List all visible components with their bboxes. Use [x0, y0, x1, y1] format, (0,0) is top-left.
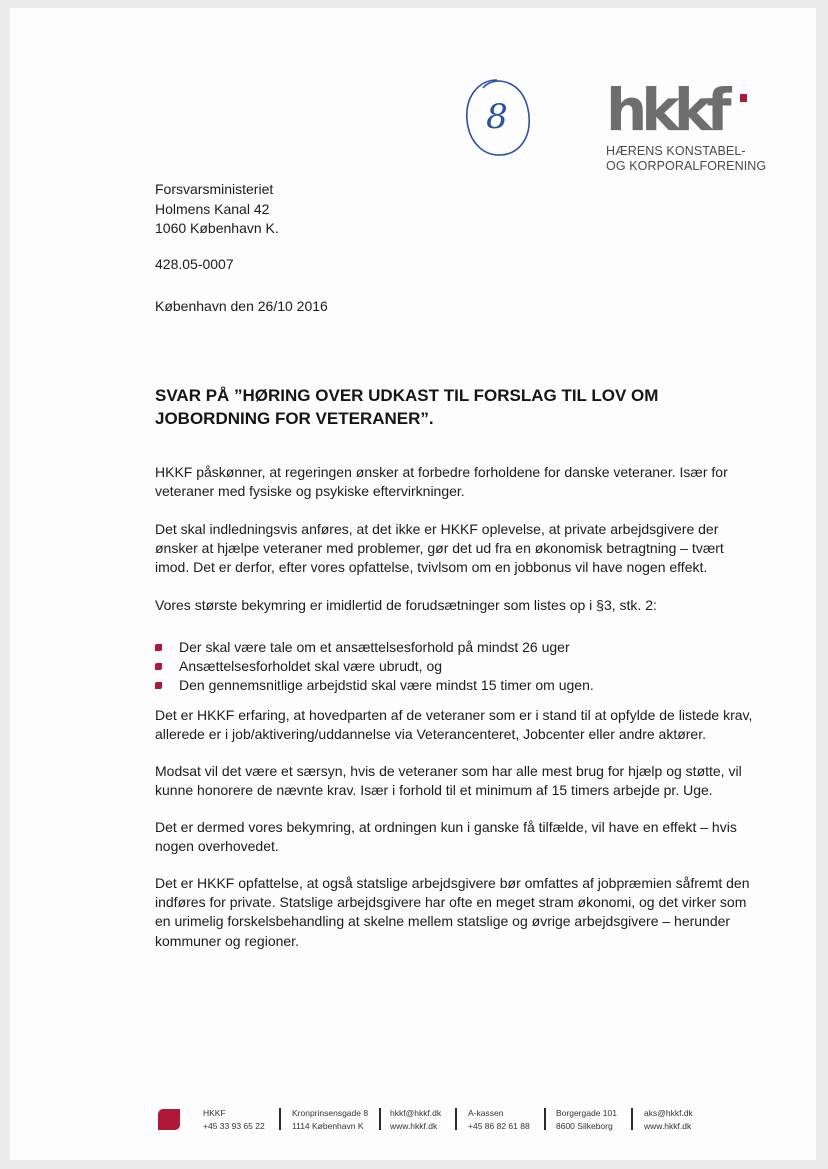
handwritten-circled-number — [461, 76, 533, 160]
paragraph-5: Modsat vil det være et særsyn, hvis de veteraner som har alle mest brug for hjælp og støtte, vil kunne honorere de nævnte krav. Især i forhold til et minimum af 15 timers arbejde pr. Uge. — [155, 763, 742, 799]
recipient-name: Forsvarsministeriet — [155, 181, 274, 197]
letter-heading: SVAR PÅ ”HØRING OVER UDKAST TIL FORSLAG TIL LOV OM JOBORDNING FOR VETERANER”. — [155, 386, 659, 428]
footer-logo-mark — [158, 1109, 180, 1130]
paragraph-6: Det er dermed vores bekymring, at ordningen kun i ganske få tilfælde, vil have en effekt – hvis nogen overhovedet. — [155, 819, 737, 855]
letter-page — [10, 8, 816, 1160]
footer-org: HKKF +45 33 93 65 22 — [203, 1108, 265, 1131]
logo-wordmark: hkkf — [606, 76, 726, 140]
footer-divider — [631, 1108, 633, 1130]
bullet-icon — [155, 644, 162, 651]
footer-akasse-address: Borgergade 101 8600 Silkeborg — [556, 1108, 617, 1131]
list-item: Der skal være tale om et ansættelsesforhold på mindst 26 uger — [155, 638, 755, 657]
footer-divider — [455, 1108, 457, 1130]
date-line: København den 26/10 2016 — [155, 298, 328, 314]
list-item: Den gennemsnitlige arbejdstid skal være mindst 15 timer om ugen. — [155, 676, 755, 695]
logo-subtitle-line1: HÆRENS KONSTABEL- — [606, 144, 746, 158]
paragraph-1: HKKF påskønner, at regeringen ønsker at forbedre forholdene for danske veteraner. Især for veteraner med fysiske og psykiske eftervirkninger. — [155, 464, 728, 500]
footer-divider — [279, 1108, 281, 1130]
recipient-city: 1060 København K. — [155, 220, 279, 236]
paragraph-7: Det er HKKF opfattelse, at også statslige arbejdsgivere bør omfattes af jobpræmien såfremt den indføres for private. Statslige arbejdsgivere har ofte en meget stram økonomi, og det virker som en urimelig forskelsbehandling at skelne mellem statslige og øvrige arbejdsgivere – herunder kommuner og regioner. — [155, 875, 750, 949]
footer-address: Kronprinsensgade 8 1114 København K — [292, 1108, 369, 1131]
hkkf-logo — [606, 74, 767, 174]
footer-contact: hkkf@hkkf.dk www.hkkf.dk — [390, 1108, 442, 1131]
paragraph-3: Vores største bekymring er imidlertid de forudsætninger som listes op i §3, stk. 2: — [155, 597, 657, 613]
recipient-street: Holmens Kanal 42 — [155, 200, 270, 217]
footer-divider — [379, 1108, 381, 1130]
logo-subtitle-line2: OG KORPORALFORENING — [606, 159, 767, 173]
footer-divider — [544, 1108, 546, 1130]
letter-footer — [158, 1105, 718, 1135]
hkkf-logo-mark — [606, 74, 756, 140]
recipient-address — [155, 180, 755, 239]
paragraph-2: Det skal indledningsvis anføres, at det ikke er HKKF oplevelse, at private arbejdsgivere der ønsker at hjælpe veteraner med problemer, gør det ud fra en økonomisk betragtning – tvært imod. Det er derfor, efter vores opfattelse, tvivlsom om en jobbonus vil have nogen effekt. — [155, 521, 724, 576]
bullet-icon — [155, 663, 162, 670]
footer-akasse-contact: aks@hkkf.dk www.hkkf.dk — [644, 1108, 693, 1131]
requirements-list — [155, 638, 755, 695]
reference-number: 428.05-0007 — [155, 256, 234, 272]
paragraph-4: Det er HKKF erfaring, at hovedparten af de veteraner som er i stand til at opfylde de listede krav, allerede er i job/aktivering/uddannelse via Veterancenteret, Jobcenter eller andre aktører. — [155, 707, 753, 743]
list-item: Ansættelsesforholdet skal være ubrudt, og — [155, 657, 755, 676]
footer-akasse: A-kassen +45 86 82 61 88 — [468, 1108, 530, 1131]
logo-accent-mark — [740, 94, 747, 102]
bullet-icon — [155, 682, 162, 689]
handwritten-number: 8 — [486, 97, 508, 137]
